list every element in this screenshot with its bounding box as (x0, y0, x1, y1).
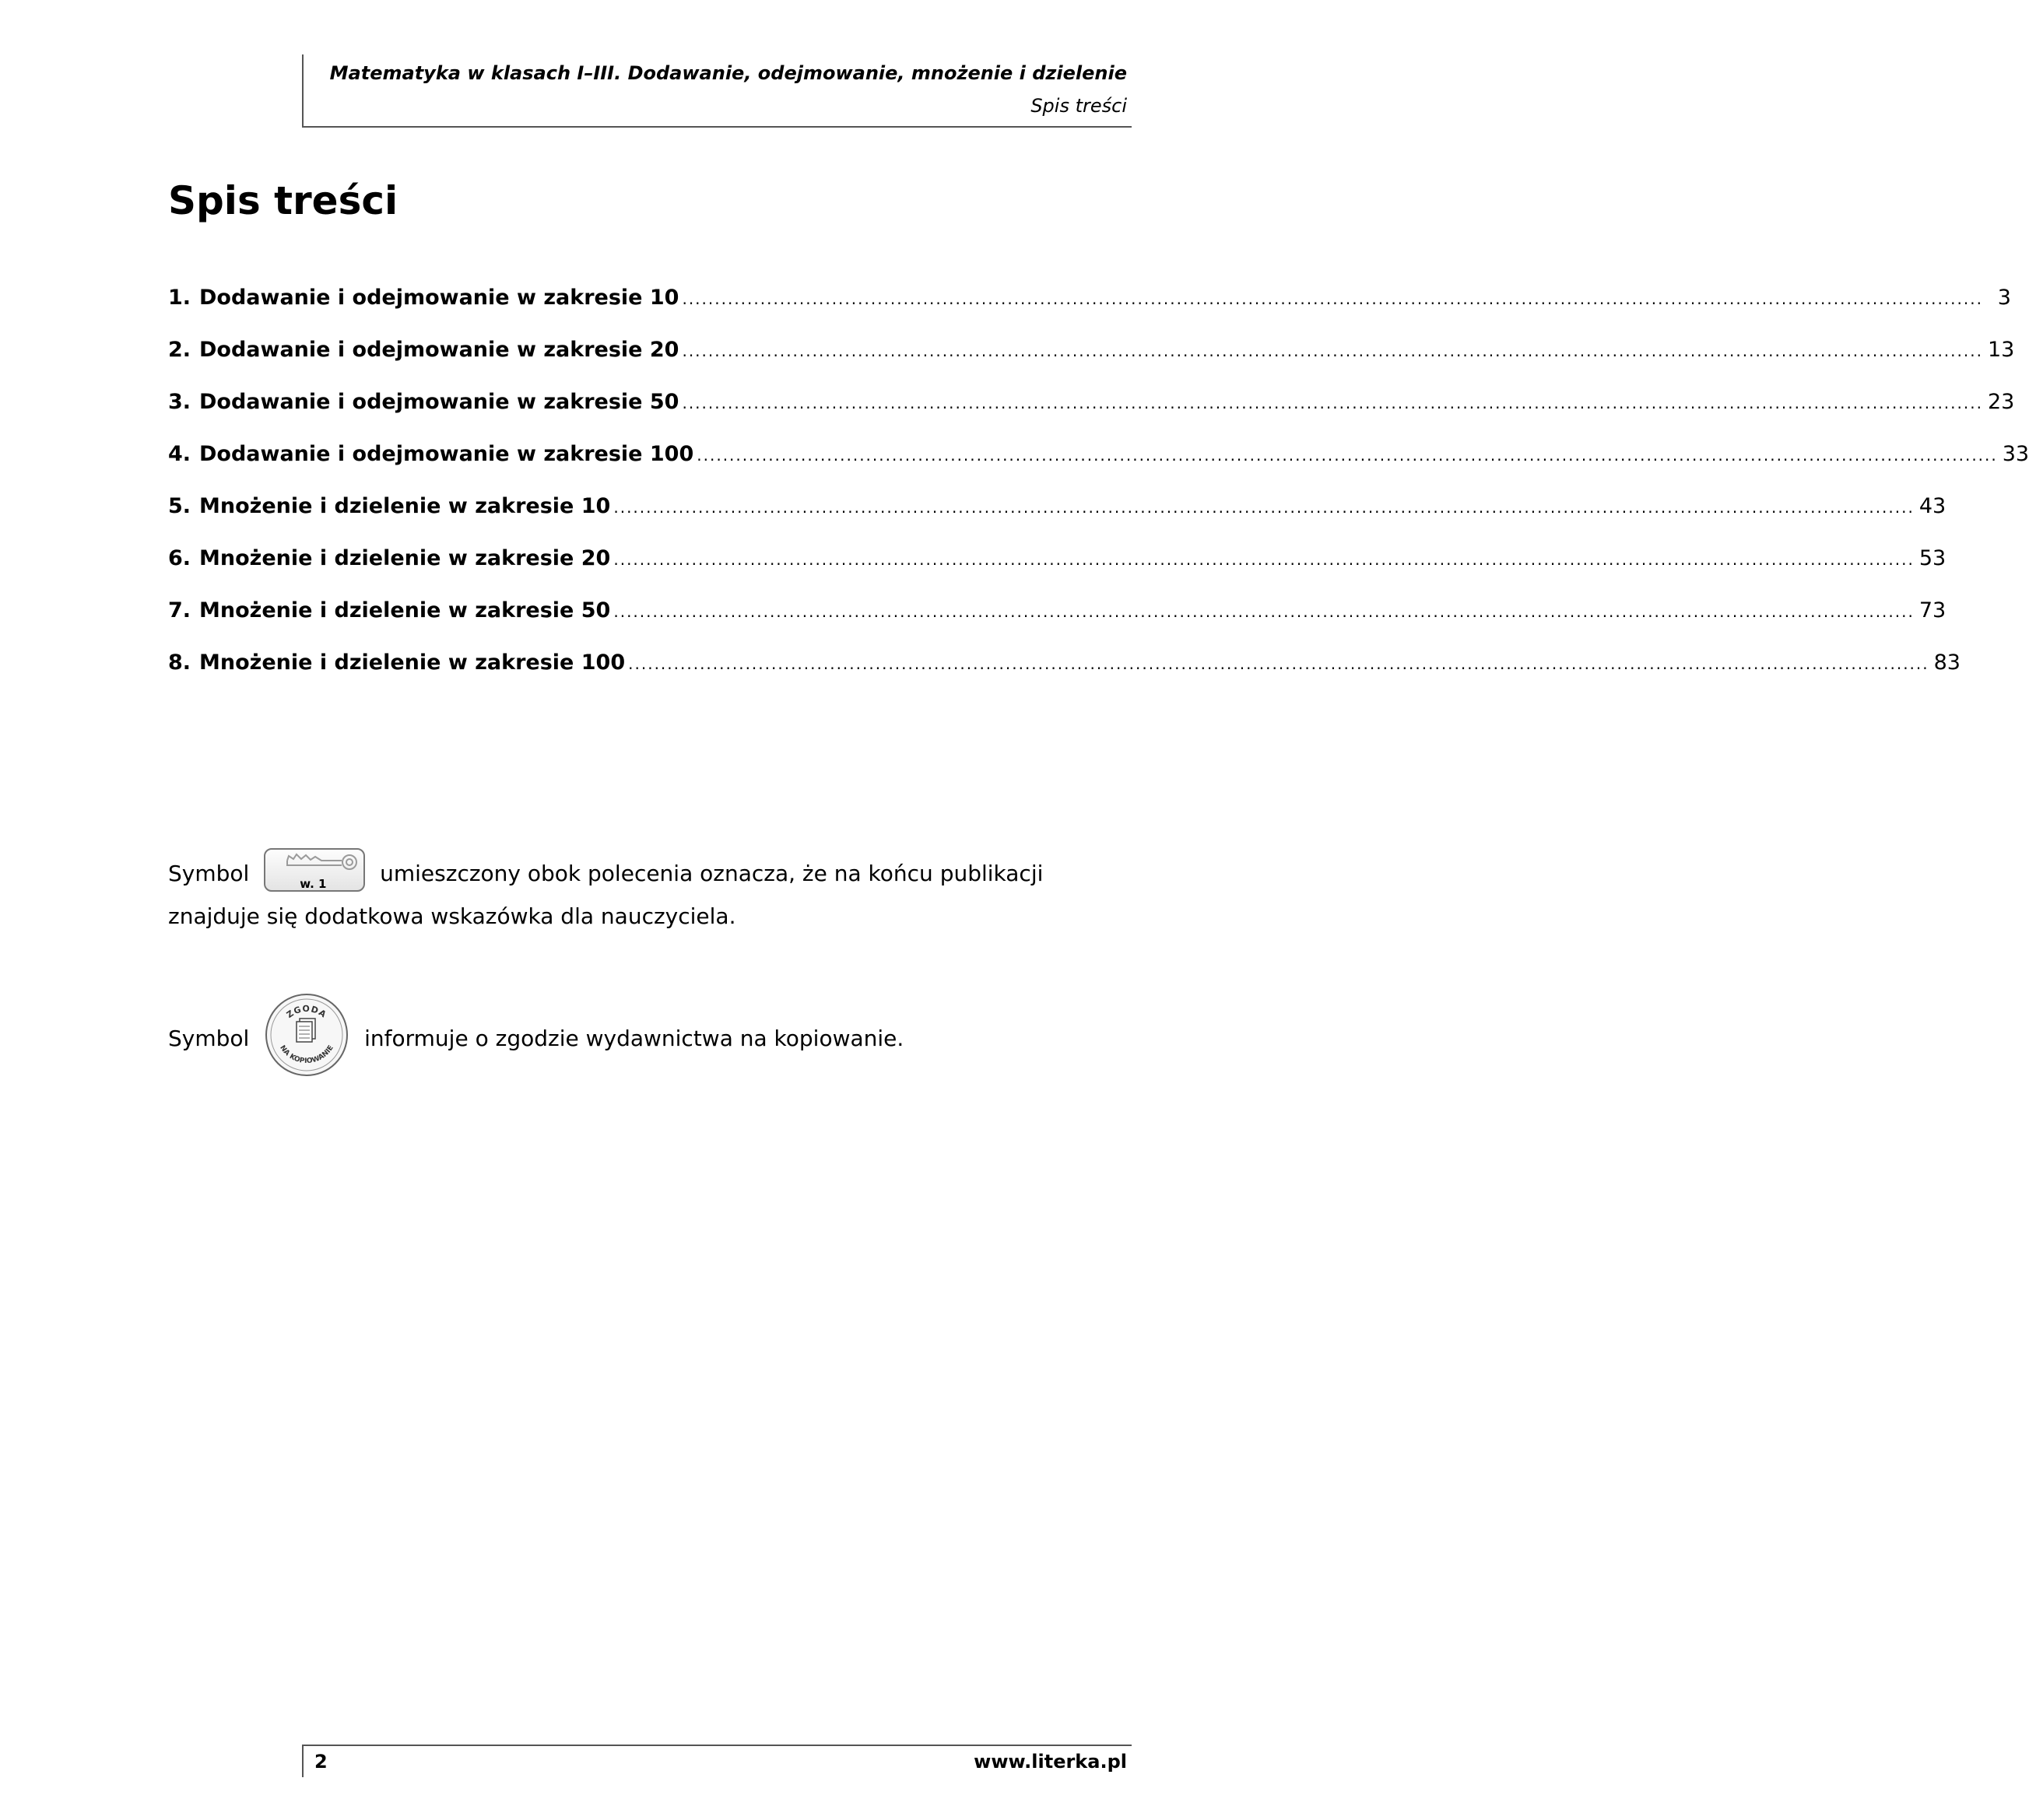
toc-entry-page: 53 (1918, 546, 1947, 570)
stamp-top-text: ZGODA (284, 1003, 329, 1020)
toc-leader-dots: ........................................................................................................................................................................................................ (628, 654, 1929, 673)
teacher-hint-badge (264, 848, 365, 892)
header-title: Matematyka w klasach I–III. Dodawanie, odejmowanie, mnożenie i dzielenie (329, 62, 1127, 84)
running-footer (302, 1745, 1132, 1777)
copy-description: informuje o zgodzie wydawnictwa na kopiowanie. (364, 1026, 904, 1051)
toc-entry-page: 43 (1918, 494, 1947, 518)
toc-entry-label: Dodawanie i odejmowanie w zakresie 50 (199, 390, 679, 414)
toc-entry[interactable] (168, 649, 1961, 701)
toc-entry[interactable] (168, 493, 1947, 545)
copy-symbol-note (168, 997, 1133, 1082)
stamp-bottom-text: NA KOPIOWANIE (278, 1043, 335, 1066)
toc-entry-label: Dodawanie i odejmowanie w zakresie 20 (199, 338, 679, 362)
hint-symbol-note (168, 853, 1133, 937)
toc-entry-number: 2. (168, 338, 191, 362)
toc-entry-page: 23 (1987, 390, 2015, 414)
hint-description: umieszczony obok polecenia oznacza, że na końcu publikacji znajduje się dodatkowa wskazówka dla nauczyciela. (168, 861, 1044, 929)
toc-entry-label: Mnożenie i dzielenie w zakresie 20 (199, 546, 611, 570)
toc-leader-dots: ........................................................................................................................................................................................................ (697, 446, 1998, 465)
toc-leader-dots: ........................................................................................................................................................................................................ (682, 289, 1983, 308)
toc-entry-label: Dodawanie i odejmowanie w zakresie 10 (199, 286, 679, 310)
toc-entry[interactable] (168, 440, 2029, 493)
toc-entry[interactable] (168, 336, 2015, 388)
badge-label: w. 1 (300, 877, 327, 891)
toc-entry[interactable] (168, 284, 2011, 336)
toc-entry[interactable] (168, 388, 2015, 440)
toc-entry-page: 13 (1987, 338, 2015, 362)
website-link[interactable]: www.literka.pl (974, 1751, 1127, 1773)
running-header (302, 54, 1132, 128)
toc-leader-dots: ........................................................................................................................................................................................................ (613, 602, 1915, 621)
page-title: Spis treści (168, 178, 398, 223)
symbol-prefix: Symbol (168, 861, 250, 886)
toc-entry-number: 3. (168, 390, 191, 414)
toc-leader-dots: ........................................................................................................................................................................................................ (613, 550, 1915, 569)
toc-entry-number: 6. (168, 546, 191, 570)
toc-entry-number: 7. (168, 598, 191, 622)
toc-entry-page: 33 (2002, 442, 2029, 466)
toc-entry-page: 3 (1997, 286, 2011, 310)
toc-entry-number: 5. (168, 494, 191, 518)
toc-leader-dots: ........................................................................................................................................................................................................ (682, 342, 1983, 360)
header-subtitle: Spis treści (1030, 95, 1127, 117)
toc-entry[interactable] (168, 597, 1947, 649)
toc-entry-label: Mnożenie i dzielenie w zakresie 50 (199, 598, 611, 622)
toc-entry-page: 83 (1933, 651, 1961, 675)
toc-leader-dots: ........................................................................................................................................................................................................ (682, 394, 1983, 412)
toc-entry[interactable] (168, 545, 1947, 597)
page-number: 2 (314, 1751, 328, 1773)
toc-entry-number: 8. (168, 651, 191, 675)
toc-entry-number: 1. (168, 286, 191, 310)
table-of-contents (168, 284, 2029, 701)
copy-permission-stamp-icon (264, 992, 349, 1078)
toc-entry-label: Mnożenie i dzielenie w zakresie 10 (199, 494, 611, 518)
toc-entry-number: 4. (168, 442, 191, 466)
toc-leader-dots: ........................................................................................................................................................................................................ (613, 498, 1915, 517)
toc-entry-label: Mnożenie i dzielenie w zakresie 100 (199, 651, 626, 675)
symbol-prefix: Symbol (168, 1026, 250, 1051)
toc-entry-page: 73 (1918, 598, 1947, 622)
toc-entry-label: Dodawanie i odejmowanie w zakresie 100 (199, 442, 694, 466)
